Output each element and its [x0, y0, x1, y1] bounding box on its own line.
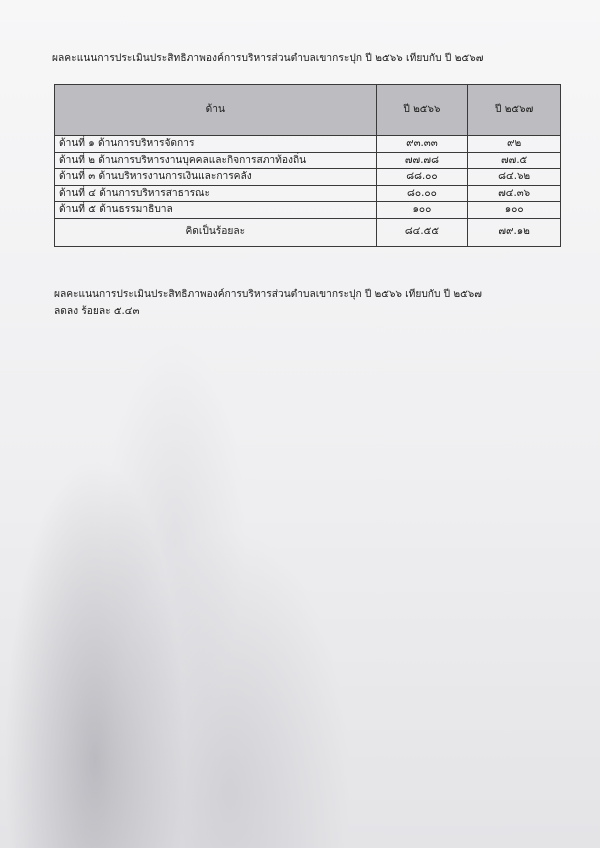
header-year-2567: ปี ๒๕๖๗	[468, 85, 561, 136]
aspect-cell: ด้านที่ ๑ ด้านการบริหารจัดการ	[55, 136, 377, 153]
header-year-2566: ปี ๒๕๖๖	[376, 85, 468, 136]
aspect-cell: ด้านที่ ๕ ด้านธรรมาธิบาล	[55, 202, 377, 219]
score-2566-cell: ๘๐.๐๐	[376, 185, 468, 202]
total-2567-cell: ๗๙.๑๒	[468, 218, 561, 246]
total-label-cell: คิดเป็นร้อยละ	[55, 218, 377, 246]
score-2567-cell: ๙๒	[468, 136, 561, 153]
score-2567-cell: ๗๔.๓๖	[468, 185, 561, 202]
aspect-cell: ด้านที่ ๒ ด้านการบริหารงานบุคคลและกิจการสภาท้องถิ่น	[55, 152, 377, 169]
summary-line-1: ผลคะแนนการประเมินประสิทธิภาพองค์การบริหารส่วนตำบลเขากระปุก ปี ๒๕๖๖ เทียบกับ ปี ๒๕๖๗	[54, 289, 482, 300]
table-row	[55, 169, 561, 186]
score-2566-cell: ๘๘.๐๐	[376, 169, 468, 186]
document-title: ผลคะแนนการประเมินประสิทธิภาพองค์การบริหารส่วนตำบลเขากระปุก ปี ๒๕๖๖ เทียบกับ ปี ๒๕๖๗	[52, 53, 484, 64]
summary-paragraph	[54, 286, 574, 320]
score-2566-cell: ๙๓.๓๓	[376, 136, 468, 153]
table-row	[55, 152, 561, 169]
evaluation-score-table	[54, 84, 561, 247]
aspect-cell: ด้านที่ ๔ ด้านการบริหารสาธารณะ	[55, 185, 377, 202]
table-row	[55, 202, 561, 219]
header-aspect: ด้าน	[55, 85, 377, 136]
summary-line-2: ลดลง ร้อยละ ๕.๔๓	[54, 306, 140, 317]
table-total-row	[55, 218, 561, 246]
score-2566-cell: ๑๐๐	[376, 202, 468, 219]
table-row	[55, 185, 561, 202]
total-2566-cell: ๘๔.๕๕	[376, 218, 468, 246]
table-header-row	[55, 85, 561, 136]
score-2567-cell: ๑๐๐	[468, 202, 561, 219]
score-2567-cell: ๘๔.๖๒	[468, 169, 561, 186]
score-2567-cell: ๗๗.๕	[468, 152, 561, 169]
table-row	[55, 136, 561, 153]
aspect-cell: ด้านที่ ๓ ด้านบริหารงานการเงินและการคลัง	[55, 169, 377, 186]
score-2566-cell: ๗๗.๗๘	[376, 152, 468, 169]
